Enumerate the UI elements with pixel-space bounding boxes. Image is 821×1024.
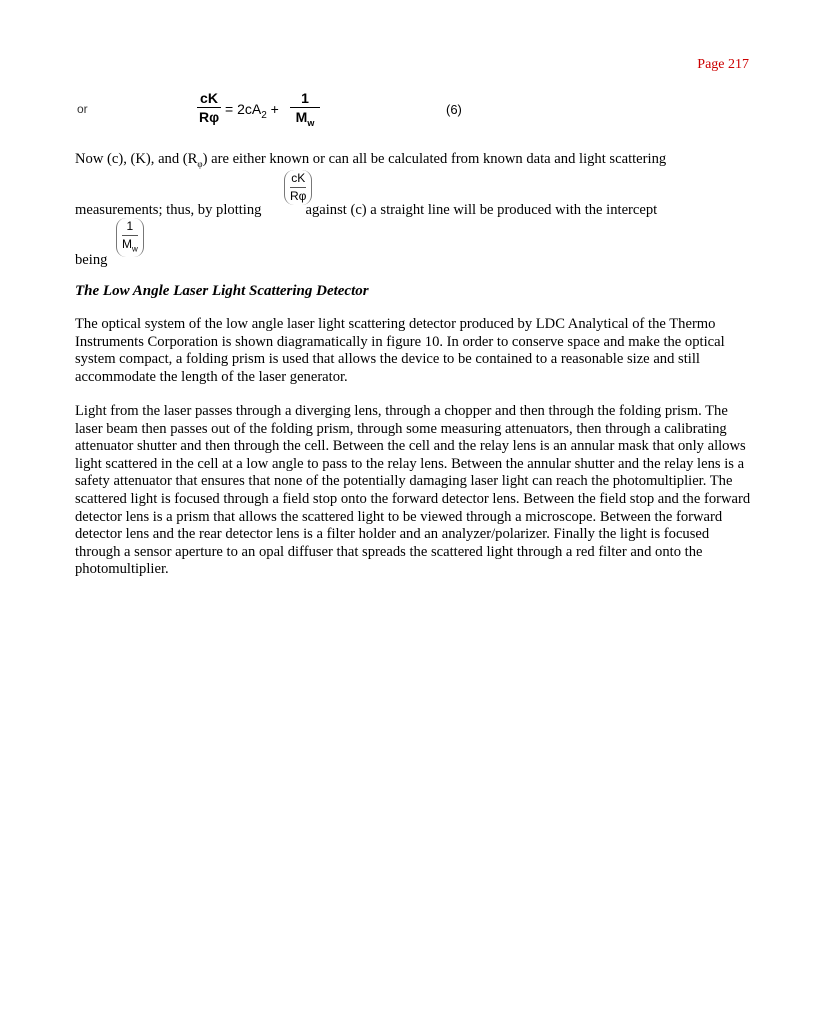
intro-line-1: Now (c), (K), and $(R_\varphi)$ are either known or can all be calculated from known data and light scattering (75, 151, 667, 169)
equation-number: (6) (446, 102, 462, 117)
intercept-fraction: 1 $M_w$ (116, 218, 144, 257)
equation-lhs-fraction (197, 90, 221, 125)
fraction-bar (290, 107, 320, 108)
page-number: Page 217 (697, 57, 749, 72)
equation-rhs-fraction (290, 90, 320, 131)
equation-or-label: or (77, 102, 88, 116)
paragraph-light-path: Light from the laser passes through a diverging lens, through a chopper and then through the folding prism. The laser beam then passes out of the folding prism, through some measuring attenuators, then through a calibrating attenuator shutter and then through the cell. Between the cell and the relay lens is an annular mask that only allows light scattered in the cell at a low angle to pass to the relay lens. Between the annular shutter and the relay lens is a safety attenuator that ensures that none of the potentially damaging laser light can reach the photomultiplier. The scattered light is focused through a field stop onto the forward detector lens. Between the field stop and the forward detector lens is a prism that allows the scattered light to be viewed through a microscope. Between the forward detector lens and the rear detector lens is a filter holder and an analyzer/polarizer. Finally the light is focused through a sensor aperture to an opal diffuser that spreads the scattered light through a red filter and onto the photomultiplier. (75, 403, 751, 578)
section-heading: The Low Angle Laser Light Scattering Detector (75, 283, 369, 299)
equation-6 (0, 88, 821, 132)
intro-line-3: being (75, 252, 108, 268)
equation-rhs-numerator: 1 (301, 90, 309, 106)
plot-fraction: cK Rφ (284, 170, 312, 205)
fraction-bar (197, 107, 221, 108)
equation-middle: = $2cA_2$ + (225, 101, 279, 121)
intro-line-2: measurements; thus, by plotting against (c) a straight line will be produced with the intercept (75, 202, 658, 218)
paragraph-optical-system: The optical system of the low angle laser light scattering detector produced by LDC Analytical of the Thermo Instruments Corporation is shown diagramatically in figure 10. In order to conserve space and make the optical system compact, a folding prism is used that allows the device to be contained to a reasonable size and still accommodate the length of the laser generator. (75, 316, 725, 385)
equation-rhs-denominator: $M_w$ (295, 109, 315, 128)
equation-lhs-numerator: cK (200, 90, 218, 106)
equation-lhs-denominator: Rφ (199, 109, 220, 125)
